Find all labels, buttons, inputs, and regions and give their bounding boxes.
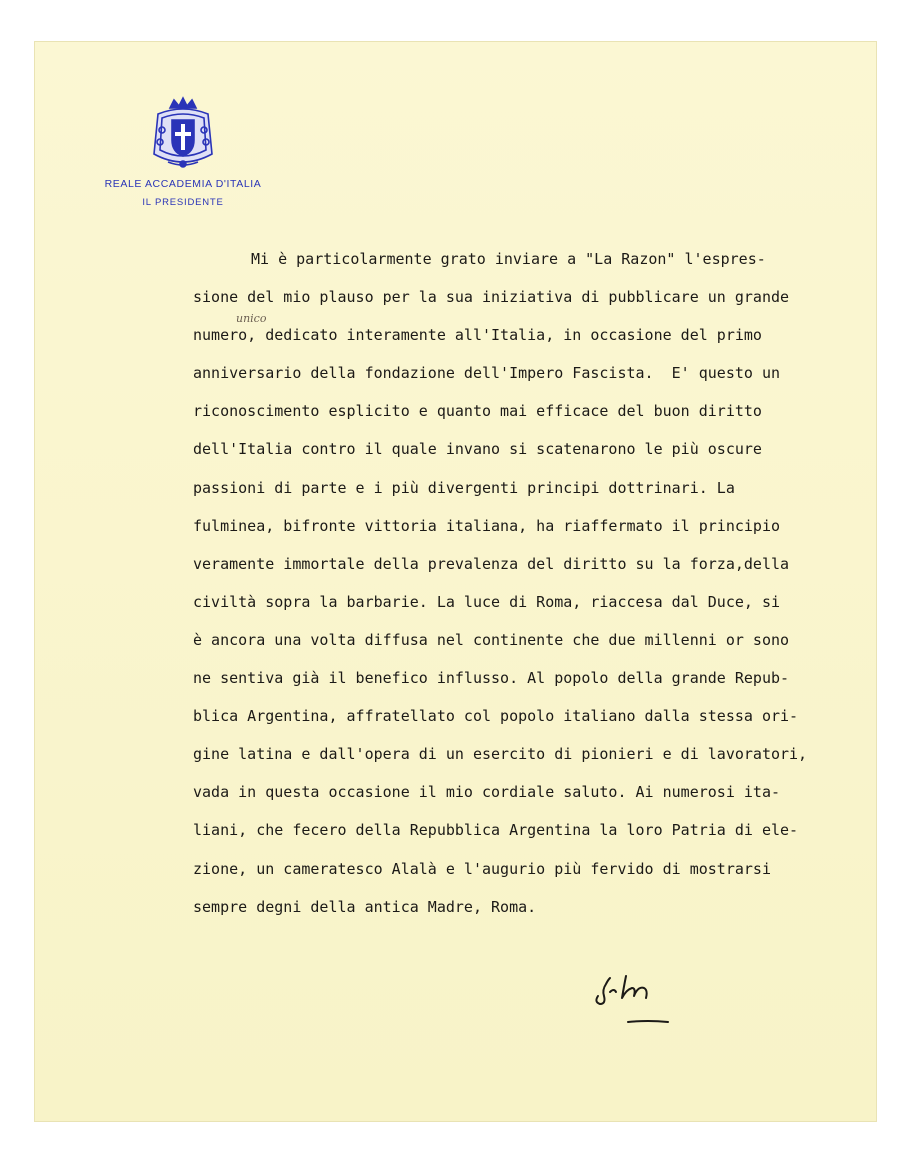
body-line: veramente immortale della prevalenza del diritto su la forza,della <box>193 554 790 573</box>
body-line: fulminea, bifronte vittoria italiana, ha riaffermato il principio <box>193 516 780 535</box>
body-line: anniversario della fondazione dell'Impero Fascista. E' questo un <box>193 364 780 383</box>
body-line: zione, un cameratesco Alalà e l'augurio più fervido di mostrarsi <box>193 859 771 878</box>
body-line: è ancora una volta diffusa nel continente che due millenni or sono <box>193 630 790 649</box>
body-line: riconoscimento esplicito e quanto mai efficace del buon diritto <box>193 402 762 421</box>
body-line: Mi è particolarmente grato inviare a "La Razon" l'espres- <box>251 250 766 268</box>
body-line: dell'Italia contro il quale invano si scatenarono le più oscure <box>193 440 762 459</box>
body-line: vada in questa occasione il mio cordiale saluto. Ai numerosi ita- <box>193 783 780 802</box>
body-line: liani, che fecero della Repubblica Argentina la loro Patria di ele- <box>193 821 799 840</box>
letterhead <box>104 96 262 208</box>
body-line: numero, dedicato interamente all'Italia, in occasione del primo <box>193 326 762 345</box>
handwritten-annotation: unico <box>236 312 267 325</box>
letterhead-title: IL PRESIDENTE <box>142 197 224 208</box>
handwritten-signature <box>592 962 682 1034</box>
body-line: civiltà sopra la barbarie. La luce di Roma, riaccesa dal Duce, si <box>193 592 780 611</box>
body-line: blica Argentina, affratellato col popolo italiano dalla stessa ori- <box>193 707 799 726</box>
royal-crest-icon <box>148 96 218 172</box>
body-line: gine latina e dall'opera di un esercito di pionieri e di lavoratori, <box>193 745 808 764</box>
letter-body <box>193 240 863 926</box>
body-line: passioni di parte e i più divergenti principi dottrinari. La <box>193 478 735 497</box>
body-line: ne sentiva già il benefico influsso. Al popolo della grande Repub- <box>193 669 790 688</box>
body-line: sempre degni della antica Madre, Roma. <box>193 897 537 916</box>
letterhead-institution: REALE ACCADEMIA D'ITALIA <box>104 178 262 190</box>
body-line: sione del mio plauso per la sua iniziativa di pubblicare un grande <box>193 288 790 307</box>
